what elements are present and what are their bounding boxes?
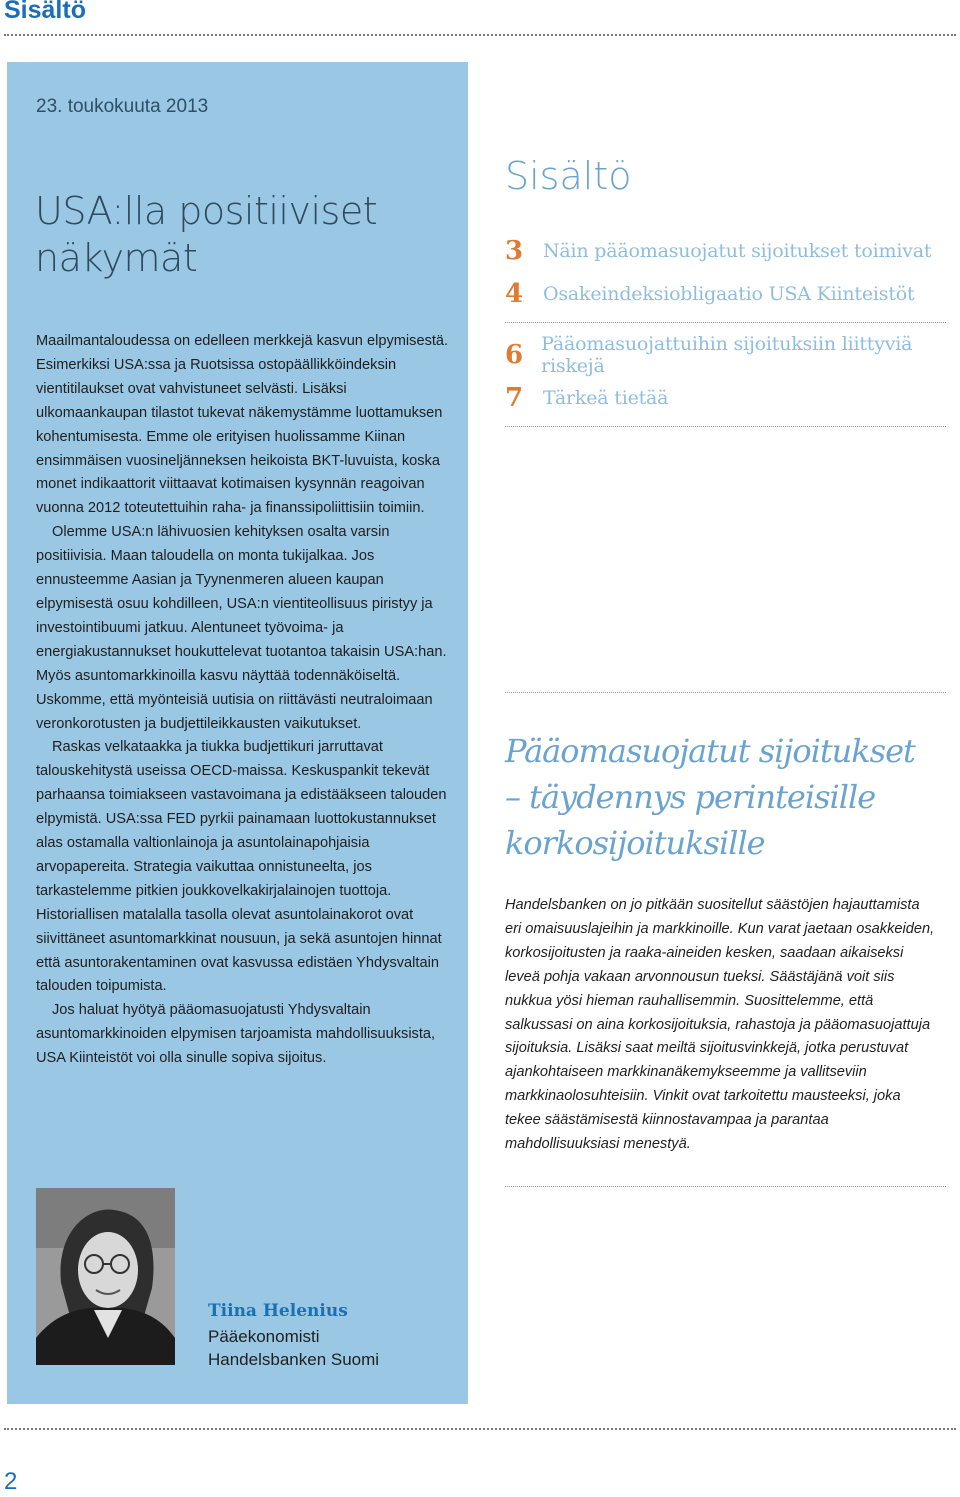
author-role xyxy=(208,1325,379,1371)
author-company: Handelsbanken Suomi xyxy=(208,1350,380,1369)
toc-item-6[interactable] xyxy=(505,333,960,377)
toc-item-3[interactable] xyxy=(505,236,931,266)
footer-divider xyxy=(4,1428,956,1430)
toc-title: Sisältö xyxy=(505,154,632,198)
header-title: Sisältö xyxy=(4,0,86,24)
author-title: Pääekonomisti xyxy=(208,1327,320,1346)
toc-number: 3 xyxy=(505,236,524,266)
feature-title xyxy=(505,728,915,866)
header-divider xyxy=(4,34,956,36)
author-name: Tiina Helenius xyxy=(208,1301,348,1321)
paragraph-2: Olemme USA:n lähivuosien kehityksen osalta varsin positiivisia. Maan taloudella on monta tukijalkaa. Jos ennusteemme Aasian ja Tyynenmeren alueen kaupan elpymisestä osuu kohdilleen, USA:n vientiteollisuus piristyy ja investointibuumi jatkuu. Alentuneet työvoima- ja energiakustannukset houkuttelevat tuotantoa takaisin USA:han. Myös asuntomarkkinoilla kasvu näyttää todennäköiseltä. Uskomme, että myönteisiä uutisia on riittävästi neutraloimaan veronkorotusten ja budjettileikkausten vaikutukset. xyxy=(36,524,447,732)
article-body xyxy=(36,330,460,1071)
article-date: 23. toukokuuta 2013 xyxy=(36,96,209,117)
feature-divider-bottom xyxy=(505,1186,946,1187)
toc-label: Osakeindeksiobligaatio USA Kiinteistöt xyxy=(543,283,915,305)
feature-title-line-1: Pääomasuojatut sijoitukset xyxy=(505,732,915,770)
toc-label: Pääomasuojattuihin sijoituksiin liittyviä riskejä xyxy=(541,333,913,377)
paragraph-3: Raskas velkataakka ja tiukka budjettikuri jarruttavat talouskehitystä useissa OECD-maissa. Keskuspankit tekevät parhaansa toimiakseen vastavoimana ja edistääkseen talouden elpymistä. USA:ssa FED pyrkii painamaan luottokustannukset alas ostamalla valtionlainoja ja asuntolainapohjaisia arvopapereita. Strategia vaikuttaa onnistuneelta, jos tarkastelemme pitkien joukkovelkakirjalainojen tuottoja. Historiallisen matalalla tasolla olevat asuntolainakorot ovat siivittäneet asuntomarkkinat nousuun, ja sekä asuntojen hinnat että asuntorakentaminen ovat kasvussa edistäen Yhdysvaltain talouden toipumista. xyxy=(36,739,447,995)
page-number: 2 xyxy=(4,1468,18,1495)
headline-line-2: näkymät xyxy=(35,236,198,280)
toc-divider-bottom xyxy=(505,426,946,427)
toc-number: 7 xyxy=(505,383,524,413)
article-headline xyxy=(35,188,377,282)
toc-divider xyxy=(505,322,946,323)
headline-line-1: USA:lla positiiviset xyxy=(35,189,378,233)
toc-label: Näin pääomasuojatut sijoitukset toimivat xyxy=(543,240,932,262)
feature-divider-top xyxy=(505,692,946,693)
toc-number: 4 xyxy=(505,279,524,309)
author-photo xyxy=(36,1188,175,1365)
paragraph-1: Maailmantaloudessa on edelleen merkkejä kasvun elpymisestä. Esimerkiksi USA:ssa ja Ruotsissa ostopäällikköindeksin vientitilaukset ovat vahvistuneet selvästi. Lisäksi ulkomaankaupan tilastot tukevat näkemystämme luottamuksen kohentumisesta. Emme ole erityisen huolissamme Kiinan ensimmäisen vuosineljänneksen heikoista BKT-luvuista, koska monet indikaattorit viittaavat kotimaisen kysynnän reagoivan vuonna 2012 toteutettuihin raha- ja finanssipoliittisiin toimiin. xyxy=(36,333,449,517)
feature-body: Handelsbanken on jo pitkään suositellut säästöjen hajauttamista eri omaisuuslajeihin ja markkinoille. Kun varat jaetaan osakkeiden, korkosijoitusten ja raaka-aineiden kesken, saadaan aikaiseksi leveä pohja vakaan arvonnousun tueksi. Säästäjänä voit siis nukkua yösi hieman rauhallisemmin. Suosittelemme, että salkussasi on aina korkosijoituksia, rahastoja ja pääomasuojattuja sijoituksia. Lisäksi saat meiltä sijoitusvinkkejä, jotka perustuvat ajankohtaiseen markkinanäkemykseemme ja vallitseviin markkinaolosuhteisiin. Vinkit ovat tarkoitettu mausteeksi, joka tekee säästämisestä kiinnostavampaa ja parantaa mahdollisuuksiasi menestyä. xyxy=(505,897,935,1153)
toc-label: Tärkeä tietää xyxy=(543,387,669,409)
feature-title-line-3: korkosijoituksille xyxy=(505,824,765,862)
paragraph-4: Jos haluat hyötyä pääomasuojatusti Yhdysvaltain asuntomarkkinoiden elpymisen tarjoamista mahdollisuuksista, USA Kiinteistöt voi olla sinulle sopiva sijoitus. xyxy=(36,1002,436,1067)
toc-number: 6 xyxy=(505,340,524,370)
toc-item-4[interactable] xyxy=(505,279,914,309)
toc-item-7[interactable] xyxy=(505,383,668,413)
feature-title-line-2: – täydennys perinteisille xyxy=(505,778,876,816)
